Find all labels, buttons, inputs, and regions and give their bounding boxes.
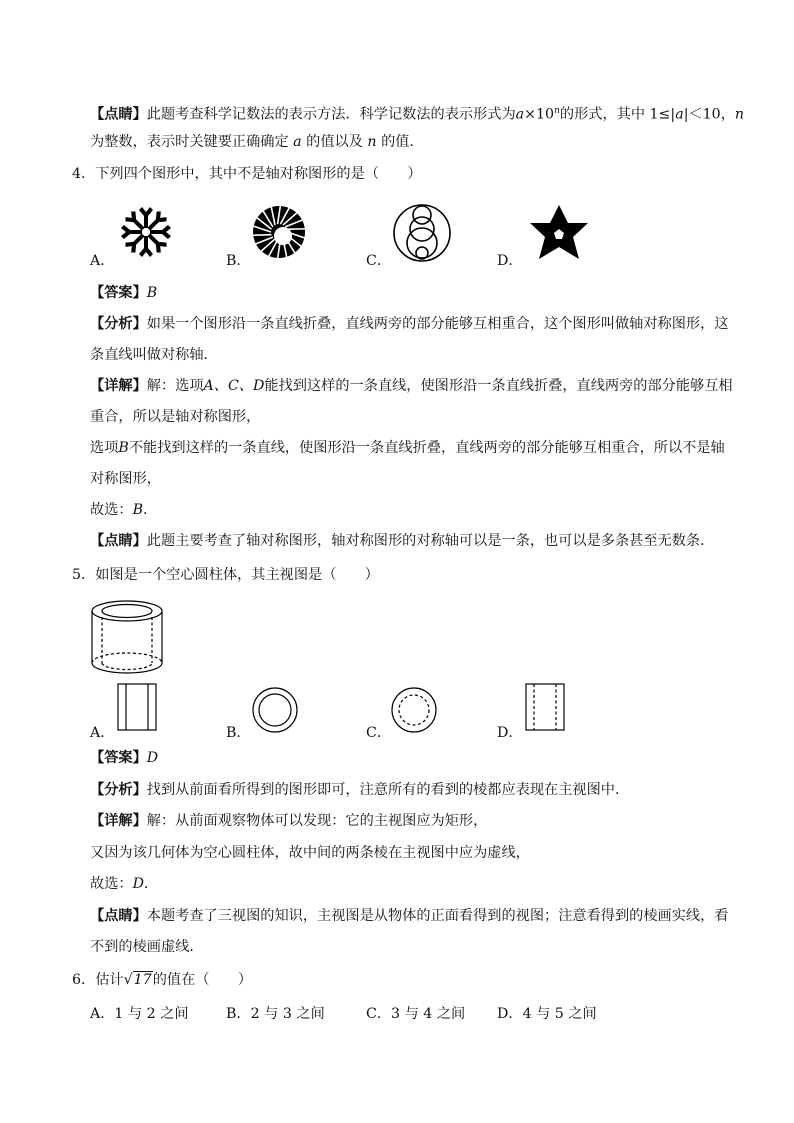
q5-option-d: D． — [497, 725, 523, 741]
text: |＜10， — [683, 106, 735, 123]
detail-tag: 【详解】 — [90, 378, 147, 394]
q6-option-b: B．2 与 3 之间 — [226, 1006, 325, 1022]
exp-n: n — [554, 106, 560, 116]
q5-figure-b — [251, 686, 299, 734]
q4-detail-line2: 重合，所以是轴对称图形， — [90, 409, 261, 425]
text: 的值． — [381, 134, 424, 150]
text: 此题考查科学记数法的表示方法．科学记数法的表示形式为 — [146, 106, 516, 123]
q6-option-c: C．3 与 4 之间 — [366, 1006, 466, 1022]
text: 找到从前面看所得到的图形即可，注意所有的看到的棱都应表现在主视图中． — [146, 782, 630, 798]
text: 的值在（ ） — [152, 972, 253, 988]
var-a: a — [293, 134, 302, 150]
text: 故选： — [90, 876, 133, 892]
var-n: n — [367, 134, 377, 150]
choice-letter: D — [132, 876, 144, 892]
q4-option-b: B． — [226, 253, 251, 269]
q5-dianjing-line2: 不到的棱画虚线． — [90, 939, 204, 955]
dianjing-tag: 【点睛】 — [90, 106, 147, 123]
q6-stem — [72, 970, 252, 990]
dianjing-tag: 【点睛】 — [90, 908, 147, 924]
detail-tag: 【详解】 — [90, 813, 147, 829]
q5-option-b: B． — [226, 725, 251, 741]
q5-figure-a — [117, 683, 159, 733]
q5-option-c: C． — [366, 725, 392, 741]
answer-value: D — [146, 750, 159, 766]
text: 的形式，其中 1≤| — [559, 106, 676, 123]
q4-figure-c — [392, 203, 452, 263]
q5-detail-line1 — [90, 811, 487, 831]
q4-detail-line3 — [90, 438, 725, 458]
q4-figure-a — [118, 204, 174, 260]
q5-dianjing-line1 — [90, 906, 728, 926]
text: 6．估计 — [72, 972, 124, 988]
answer-value: B — [146, 285, 158, 301]
q4-stem: 4．下列四个图形中，其中不是轴对称图形的是（ ） — [72, 166, 422, 182]
text: ． — [143, 502, 158, 518]
radicand: 17 — [133, 972, 152, 988]
text: 选项 — [90, 440, 119, 456]
q4-detail-line1 — [90, 376, 733, 396]
q4-detail-line4: 对称图形， — [90, 471, 161, 487]
q5-analysis — [90, 780, 629, 800]
choice-letter: B — [132, 502, 144, 518]
q3-dianjing-line2 — [90, 132, 424, 152]
sqrt-symbol: √ — [123, 972, 133, 988]
text: 本题考查了三视图的知识，主视图是从物体的正面看得到的视图；注意看得到的棱画实线，看 — [146, 908, 729, 924]
answer-tag: 【答案】 — [90, 750, 147, 766]
q6-option-a: A．1 与 2 之间 — [90, 1006, 189, 1022]
q4-answer — [90, 283, 157, 303]
q4-analysis-line1 — [90, 314, 728, 334]
analysis-tag: 【分析】 — [90, 782, 147, 798]
q4-analysis-line2: 条直线叫做对称轴． — [90, 347, 218, 363]
text: 能找到这样的一条直线，使图形沿一条直线折叠，直线两旁的部分能够互相 — [264, 378, 733, 394]
text: 不能找到这样的一条直线，使图形沿一条直线折叠，直线两旁的部分能够互相重合，所以不是轴 — [128, 440, 725, 456]
q4-figure-b — [251, 204, 307, 260]
option-letter: B — [118, 440, 129, 456]
q6-option-d: D．4 与 5 之间 — [497, 1006, 597, 1022]
q4-choose — [90, 500, 157, 520]
dianjing-tag: 【点睛】 — [90, 533, 147, 549]
q5-detail-line2: 又因为该几何体为空心圆柱体，故中间的两条棱在主视图中应为虚线， — [90, 845, 530, 861]
text: 如果一个图形沿一条直线折叠，直线两旁的部分能够互相重合，这个图形叫做轴对称图形，这 — [146, 316, 729, 332]
analysis-tag: 【分析】 — [90, 316, 147, 332]
text: 解：选项 — [146, 378, 204, 394]
q4-dianjing — [90, 531, 714, 551]
q4-option-a: A． — [90, 253, 115, 269]
q5-figure-d — [525, 683, 567, 733]
q5-choose — [90, 874, 158, 894]
text: 故选： — [90, 502, 133, 518]
var-a: a — [515, 106, 525, 123]
text: 的值以及 — [306, 134, 363, 150]
text: 此题主要考查了轴对称图形，轴对称图形的对称轴可以是一条，也可以是多条甚至无数条． — [146, 533, 715, 549]
q3-dianjing-line1 — [90, 101, 744, 125]
text: 解：从前面观察物体可以发现：它的主视图应为矩形， — [146, 813, 488, 829]
q4-option-c: C． — [366, 253, 392, 269]
answer-tag: 【答案】 — [90, 285, 147, 301]
q5-figure-c — [390, 686, 438, 734]
q5-option-a: A． — [90, 725, 115, 741]
q5-answer — [90, 748, 158, 768]
text: ． — [143, 876, 159, 892]
q4-option-d: D． — [497, 253, 523, 269]
var-a: a — [675, 106, 684, 123]
q5-stem: 5．如图是一个空心圆柱体，其主视图是（ ） — [72, 567, 379, 583]
var-n: n — [734, 106, 745, 123]
q4-figure-d — [527, 203, 591, 263]
q5-cylinder-figure — [90, 599, 166, 675]
times-ten: ×10 — [524, 106, 555, 123]
option-letters: A、C、D — [203, 378, 265, 394]
text: 为整数，表示时关键要正确确定 — [90, 134, 289, 150]
